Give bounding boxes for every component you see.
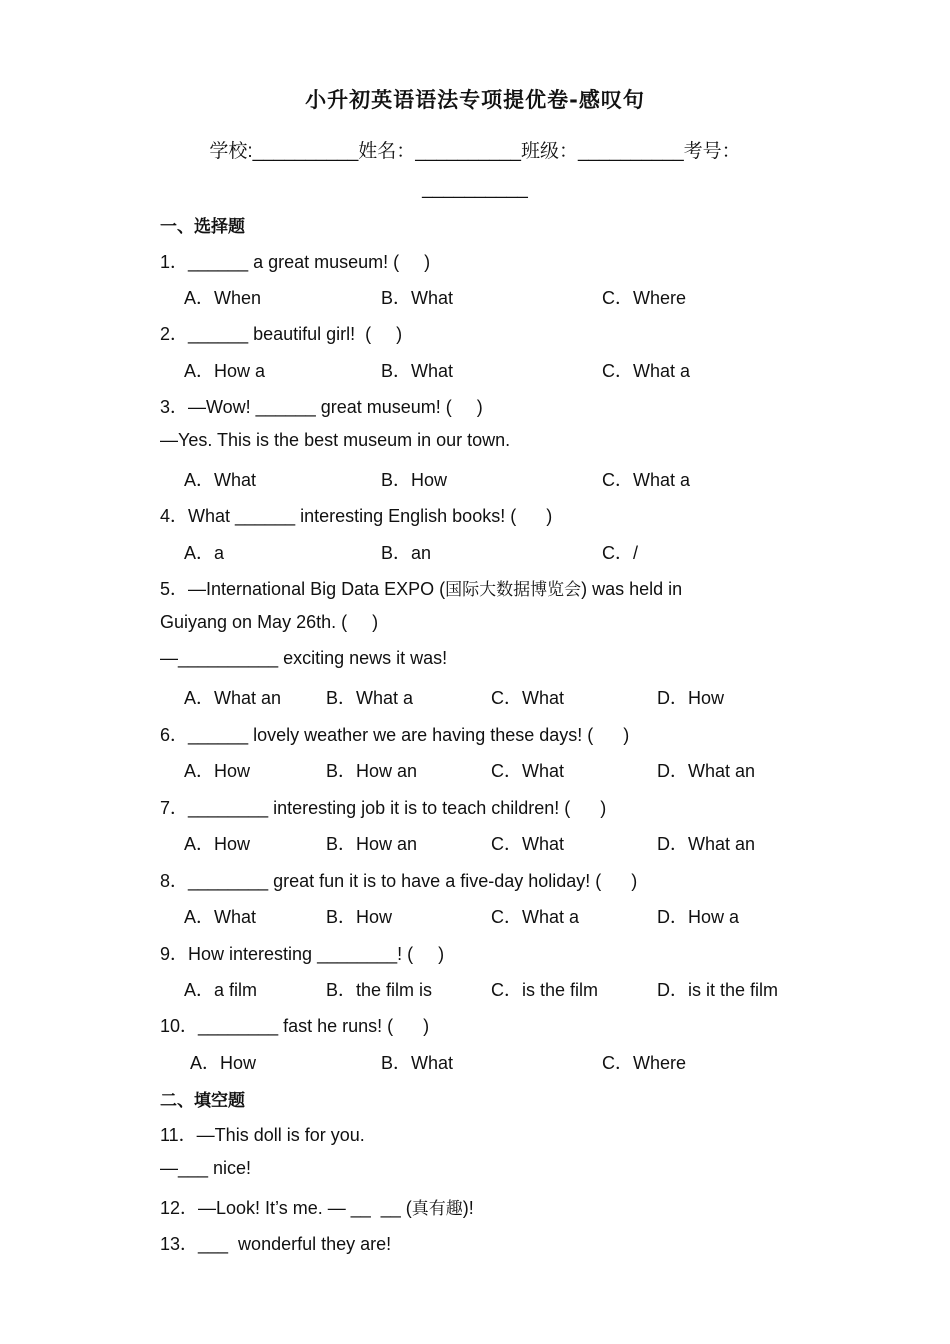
question-5-reply: —__________ exciting news it was! [160, 648, 448, 668]
question-1: 1．______ a great museum! ( ) [160, 252, 431, 272]
question-5 [160, 575, 682, 601]
question-13: 13．___ wonderful they are! [160, 1234, 392, 1254]
question-3: 3．—Wow! ______ great museum! ( ) [160, 397, 483, 417]
q4-option-c: C．/ [602, 543, 638, 563]
q12-stem-end: )! [462, 1198, 474, 1218]
question-11: 11．—This doll is for you. [160, 1125, 365, 1145]
question-2: 2．______ beautiful girl! ( ) [160, 324, 403, 344]
question-5-continued: Guiyang on May 26th. ( ) [160, 612, 379, 632]
q8-option-c: C．What a [491, 907, 580, 927]
q8-option-d: D．How a [657, 907, 740, 927]
q8-option-b: B．How [326, 907, 393, 927]
q12-stem-start: 12．—Look! It’s me. — __ __ ( [160, 1198, 412, 1218]
q2-option-b: B．What [381, 361, 454, 381]
q7-option-a: A．How [184, 834, 251, 854]
q12-chinese-gloss: 真有趣 [411, 1199, 463, 1219]
section-heading-fill-in: 二、填空题 [160, 1091, 245, 1111]
question-4: 4．What ______ interesting English books! ( ) [160, 506, 553, 526]
q10-option-b: B．What [381, 1053, 454, 1073]
q6-option-c: C．What [491, 761, 565, 781]
question-7: 7．________ interesting job it is to teach children! ( ) [160, 798, 607, 818]
q7-option-c: C．What [491, 834, 565, 854]
q5-stem-start: 5．—International Big Data EXPO ( [160, 579, 446, 599]
question-8: 8．________ great fun it is to have a five-day holiday! ( ) [160, 871, 638, 891]
question-12 [160, 1194, 474, 1220]
q8-option-a: A．What [184, 907, 257, 927]
q1-option-a: A．When [184, 288, 262, 308]
q3-option-a: A．What [184, 470, 257, 490]
q1-option-b: B．What [381, 288, 454, 308]
q6-option-a: A．How [184, 761, 251, 781]
q10-option-a: A．How [190, 1053, 257, 1073]
question-6: 6．______ lovely weather we are having these days! ( ) [160, 725, 630, 745]
q5-option-b: B．What a [326, 688, 414, 708]
q10-option-c: C．Where [602, 1053, 687, 1073]
question-11-reply: —___ nice! [160, 1158, 252, 1178]
q9-option-a: A．a film [184, 980, 258, 1000]
q4-option-a: A．a [184, 543, 225, 563]
section-heading-choice: 一、选择题 [160, 217, 245, 237]
q9-option-c: C．is the film [491, 980, 599, 1000]
q5-option-a: A．What an [184, 688, 282, 708]
student-info-line: 学校:__________姓名：__________班级：__________考号： [209, 141, 741, 162]
q4-option-b: B．an [381, 543, 432, 563]
q9-option-d: D．is it the film [657, 980, 779, 1000]
q5-stem-end: ) was held in [581, 579, 683, 599]
question-10: 10．________ fast he runs! ( ) [160, 1016, 430, 1036]
q9-option-b: B．the film is [326, 980, 433, 1000]
page-title: 小升初英语语法专项提优卷-感叹句 [305, 88, 645, 112]
q5-option-c: C．What [491, 688, 565, 708]
q6-option-b: B．How an [326, 761, 418, 781]
q7-option-d: D．What an [657, 834, 756, 854]
q2-option-c: C．What a [602, 361, 691, 381]
q3-option-b: B．How [381, 470, 448, 490]
question-3-reply: —Yes. This is the best museum in our town. [160, 430, 511, 450]
q3-option-c: C．What a [602, 470, 691, 490]
student-info-line-continued: __________ [422, 178, 528, 199]
question-9: 9．How interesting ________! ( ) [160, 944, 445, 964]
q2-option-a: A．How a [184, 361, 266, 381]
q1-option-c: C．Where [602, 288, 687, 308]
q5-option-d: D．How [657, 688, 725, 708]
q7-option-b: B．How an [326, 834, 418, 854]
q6-option-d: D．What an [657, 761, 756, 781]
q5-chinese-gloss: 国际大数据博览会 [445, 580, 582, 600]
